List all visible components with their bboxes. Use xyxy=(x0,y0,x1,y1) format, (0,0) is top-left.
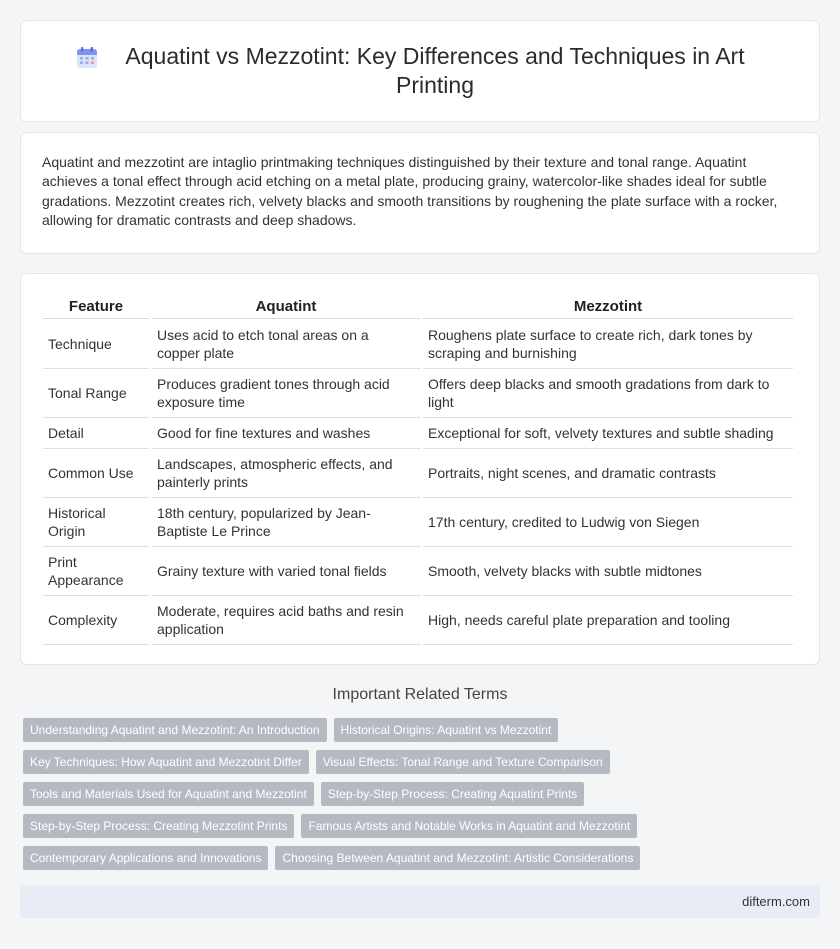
tag-row xyxy=(23,814,823,838)
mezzotint-cell: Exceptional for soft, velvety textures and subtle shading xyxy=(423,418,793,449)
related-terms-list xyxy=(23,718,823,878)
feature-cell: Complexity xyxy=(43,596,149,645)
table-header-row xyxy=(43,294,793,319)
aquatint-cell: Uses acid to etch tonal areas on a copper plate xyxy=(152,319,420,369)
mezzotint-cell: High, needs careful plate preparation and tooling xyxy=(423,596,793,645)
page-title: Aquatint vs Mezzotint: Key Differences and Techniques in Art Printing xyxy=(125,43,745,98)
feature-cell: Detail xyxy=(43,418,149,449)
tag-row xyxy=(23,718,823,742)
aquatint-cell: Grainy texture with varied tonal fields xyxy=(152,547,420,596)
table-row xyxy=(43,547,793,596)
related-term-tag[interactable]: Key Techniques: How Aquatint and Mezzotint Differ xyxy=(23,750,309,774)
footer-site-link[interactable]: difterm.com xyxy=(742,894,810,909)
aquatint-cell: Landscapes, atmospheric effects, and painterly prints xyxy=(152,449,420,498)
header-card xyxy=(20,20,820,122)
header-aquatint: Aquatint xyxy=(152,294,420,319)
mezzotint-cell: Offers deep blacks and smooth gradations from dark to light xyxy=(423,369,793,418)
mezzotint-cell: 17th century, credited to Ludwig von Siegen xyxy=(423,498,793,547)
mezzotint-cell: Roughens plate surface to create rich, dark tones by scraping and burnishing xyxy=(423,319,793,369)
comparison-card xyxy=(20,273,820,665)
intro-card xyxy=(20,132,820,254)
related-term-tag[interactable]: Step-by-Step Process: Creating Mezzotint Prints xyxy=(23,814,294,838)
intro-paragraph: Aquatint and mezzotint are intaglio printmaking techniques distinguished by their texture and tonal range. Aquatint achieves a tonal effect through acid etching on a metal plate, producing grainy, watercolor-like shades ideal for subtle gradations. Mezzotint creates rich, velvety blacks and smooth transitions by roughening the plate surface with a rocker, allowing for dramatic contrasts and deep shadows. xyxy=(42,154,778,228)
tag-row xyxy=(23,782,823,806)
footer xyxy=(20,885,820,918)
feature-cell: Common Use xyxy=(43,449,149,498)
table-row xyxy=(43,418,793,449)
mezzotint-cell: Smooth, velvety blacks with subtle midtones xyxy=(423,547,793,596)
aquatint-cell: Moderate, requires acid baths and resin application xyxy=(152,596,420,645)
related-term-tag[interactable]: Understanding Aquatint and Mezzotint: An Introduction xyxy=(23,718,327,742)
related-term-tag[interactable]: Visual Effects: Tonal Range and Texture Comparison xyxy=(316,750,610,774)
table-row xyxy=(43,369,793,418)
related-term-tag[interactable]: Famous Artists and Notable Works in Aquatint and Mezzotint xyxy=(301,814,637,838)
tag-row xyxy=(23,846,823,870)
comparison-table xyxy=(40,294,796,645)
aquatint-cell: Produces gradient tones through acid exposure time xyxy=(152,369,420,418)
related-term-tag[interactable]: Step-by-Step Process: Creating Aquatint Prints xyxy=(321,782,584,806)
tag-row xyxy=(23,750,823,774)
header-feature: Feature xyxy=(43,294,149,319)
feature-cell: Print Appearance xyxy=(43,547,149,596)
related-terms-title: Important Related Terms xyxy=(332,686,508,703)
related-term-tag[interactable]: Tools and Materials Used for Aquatint and Mezzotint xyxy=(23,782,314,806)
aquatint-cell: Good for fine textures and washes xyxy=(152,418,420,449)
related-term-tag[interactable]: Historical Origins: Aquatint vs Mezzotint xyxy=(334,718,559,742)
header-mezzotint: Mezzotint xyxy=(423,294,793,319)
feature-cell: Technique xyxy=(43,319,149,369)
mezzotint-cell: Portraits, night scenes, and dramatic contrasts xyxy=(423,449,793,498)
related-term-tag[interactable]: Choosing Between Aquatint and Mezzotint: Artistic Considerations xyxy=(275,846,640,870)
feature-cell: Historical Origin xyxy=(43,498,149,547)
table-row xyxy=(43,596,793,645)
table-row xyxy=(43,319,793,369)
feature-cell: Tonal Range xyxy=(43,369,149,418)
aquatint-cell: 18th century, popularized by Jean-Baptiste Le Prince xyxy=(152,498,420,547)
table-row xyxy=(43,498,793,547)
related-term-tag[interactable]: Contemporary Applications and Innovations xyxy=(23,846,268,870)
table-row xyxy=(43,449,793,498)
